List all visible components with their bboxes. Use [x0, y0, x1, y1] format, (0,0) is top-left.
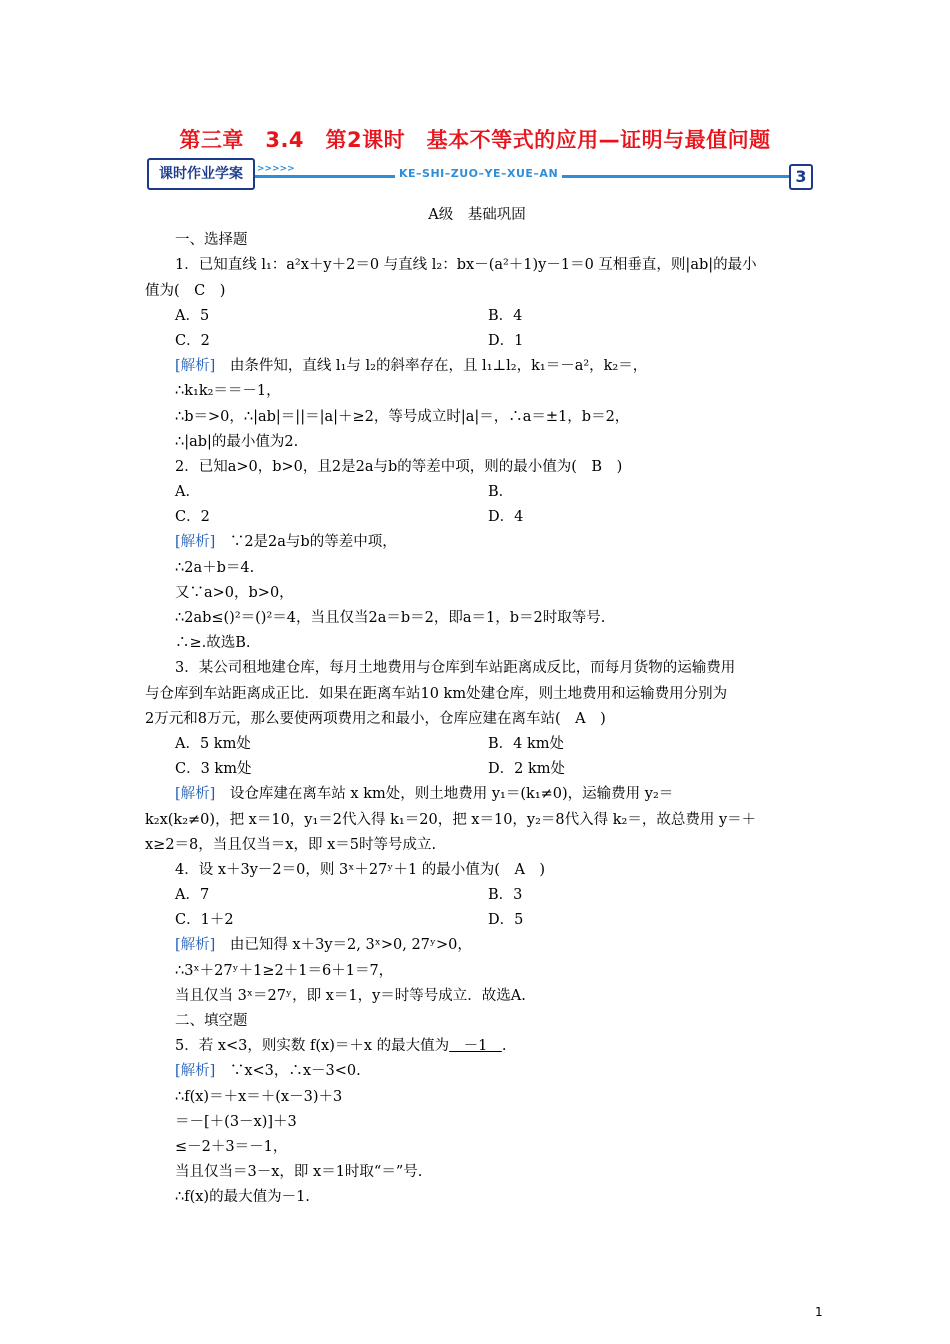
line-text: 5．若 x<3，则实数 f(x)＝＋x 的最大值为	[175, 1038, 450, 1055]
line-text: 由已知得 x＋3y＝2, 3ˣ>0, 27ʸ>0，	[215, 937, 472, 954]
text-line	[145, 1059, 809, 1084]
option-left: A．5 km处	[175, 735, 251, 752]
analysis-tag: [解析]	[175, 937, 216, 954]
page-number: 1	[815, 1305, 823, 1319]
line-text: 一、选择题	[175, 232, 248, 249]
text-line	[145, 1009, 809, 1034]
line-text: 3．某公司租地建仓库，每月土地费用与仓库到车站距离成反比，而每月货物的运输费用	[175, 660, 736, 677]
text-line	[145, 707, 809, 732]
text-line	[145, 1034, 809, 1059]
banner-label: 课时作业学案	[147, 158, 255, 190]
line-text: ∴f(x)的最大值为－1.	[175, 1189, 310, 1206]
line-text: ∴≥.故选B.	[175, 635, 251, 652]
text-line	[145, 959, 809, 984]
analysis-tag: [解析]	[175, 358, 216, 375]
option-left: C．2	[175, 509, 210, 526]
level-heading: A级 基础巩固	[428, 207, 526, 223]
banner-number-badge: 3	[789, 164, 813, 190]
option-left: C．3 km处	[175, 761, 252, 778]
option-left: C．1＋2	[175, 912, 234, 929]
banner-arrows: >>>>>	[257, 164, 295, 174]
text-line	[145, 581, 809, 606]
option-right: D．5	[488, 912, 524, 929]
option-left: A．7	[175, 887, 210, 904]
analysis-tag: [解析]	[175, 786, 216, 803]
option-right: B．4 km处	[488, 735, 565, 752]
line-text: 设仓库建在离车站 x km处，则土地费用 y₁＝(k₁≠0)，运输费用 y₂＝	[215, 786, 674, 803]
option-right: B．4	[488, 307, 523, 324]
text-line	[145, 757, 809, 782]
text-line	[145, 1085, 809, 1110]
exercise-lines	[145, 228, 809, 1210]
line-text: ∵2是2a与b的等差中项，	[215, 534, 397, 551]
banner-pinyin: KE–SHI–ZUO–YE–XUE–AN	[395, 167, 562, 180]
option-left: A．5	[175, 307, 210, 324]
line-text: ∴b＝>0，∴|ab|＝||＝|a|＋≥2，等号成立时|a|＝，∴a＝±1，b＝2，	[175, 408, 630, 425]
text-line	[145, 984, 809, 1009]
section-banner	[147, 158, 815, 192]
option-left: C．2	[175, 332, 210, 349]
line-text: 当且仅当 3ˣ＝27ʸ，即 x＝1，y＝时等号成立．故选A.	[175, 987, 526, 1004]
text-line	[145, 682, 809, 707]
line-text: 由条件知，直线 l₁与 l₂的斜率存在，且 l₁⊥l₂，k₁＝－a²，k₂＝，	[215, 358, 648, 375]
line-text: ∴f(x)＝＋x＝＋(x－3)＋3	[175, 1088, 343, 1105]
text-line	[145, 631, 809, 656]
text-line	[145, 883, 809, 908]
line-text: ＝－[＋(3－x)]＋3	[175, 1113, 297, 1130]
option-left: A．	[175, 484, 200, 501]
option-right: D．2 km处	[488, 761, 565, 778]
text-line	[145, 354, 809, 379]
option-right: B．3	[488, 887, 523, 904]
line-text-end: .	[501, 1038, 507, 1055]
option-right: B．	[488, 484, 514, 501]
text-line	[145, 556, 809, 581]
line-text: 当且仅当＝3－x，即 x＝1时取“＝”号.	[175, 1164, 423, 1181]
text-line	[145, 1185, 809, 1210]
line-text: 二、填空题	[175, 1013, 248, 1029]
line-text: ∴k₁k₂＝＝－1，	[175, 383, 281, 400]
document-body	[145, 203, 809, 1211]
line-text: 1．已知直线 l₁：a²x＋y＋2＝0 与直线 l₂：bx－(a²＋1)y－1＝0 互相垂直，则|ab|的最小	[175, 257, 757, 274]
text-line	[145, 480, 809, 505]
text-line	[145, 228, 809, 253]
analysis-tag: [解析]	[175, 534, 216, 551]
text-line	[145, 430, 809, 455]
text-line	[145, 1160, 809, 1185]
line-text: 4．设 x＋3y－2＝0，则 3ˣ＋27ʸ＋1 的最小值为( A )	[175, 861, 546, 878]
text-line	[145, 908, 809, 933]
line-text: 值为( C )	[145, 282, 226, 299]
text-line	[145, 933, 809, 958]
text-line	[145, 253, 809, 278]
text-line	[145, 530, 809, 555]
text-line	[145, 279, 809, 304]
line-text: 又∵a>0，b>0，	[175, 584, 294, 601]
text-line	[145, 732, 809, 757]
text-line	[145, 379, 809, 404]
text-line	[145, 1110, 809, 1135]
line-text: ∴3ˣ＋27ʸ＋1≥2＋1＝6＋1＝7，	[175, 962, 394, 979]
text-line	[145, 833, 809, 858]
line-text: 与仓库到车站距离成正比．如果在距离车站10 km处建仓库，则土地费用和运输费用分别为	[145, 685, 728, 702]
text-line	[145, 405, 809, 430]
line-text: ∴2a＋b＝4.	[175, 559, 255, 576]
line-text: 2．已知a>0，b>0，且2是2a与b的等差中项，则的最小值为( B )	[175, 458, 623, 475]
option-right: D．1	[488, 332, 524, 349]
text-line	[145, 304, 809, 329]
line-text: ∴|ab|的最小值为2.	[175, 433, 299, 450]
answer-blank: －1	[449, 1038, 502, 1055]
text-line	[145, 808, 809, 833]
text-line	[145, 329, 809, 354]
text-line	[145, 606, 809, 631]
page-title: 第三章 3.4 第2课时 基本不等式的应用—证明与最值问题	[179, 128, 771, 152]
text-line	[145, 782, 809, 807]
line-text: 2万元和8万元，那么要使两项费用之和最小，仓库应建在离车站( A )	[145, 710, 606, 727]
line-text: ≤－2＋3＝－1，	[175, 1138, 288, 1155]
line-text: x≥2＝8，当且仅当＝x，即 x＝5时等号成立.	[145, 836, 437, 853]
text-line	[145, 505, 809, 530]
text-line	[145, 656, 809, 681]
text-line	[145, 455, 809, 480]
line-text: ∴2ab≤()²＝()²＝4，当且仅当2a＝b＝2，即a＝1，b＝2时取等号.	[175, 610, 606, 626]
text-line	[145, 1135, 809, 1160]
option-right: D．4	[488, 509, 524, 526]
text-line	[145, 858, 809, 883]
line-text: k₂x(k₂≠0)，把 x＝10，y₁＝2代入得 k₁＝20，把 x＝10，y₂＝8代入得 k₂＝，故总费用 y＝＋	[145, 811, 757, 828]
line-text: ∵x<3，∴x－3<0.	[215, 1063, 361, 1080]
analysis-tag: [解析]	[175, 1063, 216, 1080]
